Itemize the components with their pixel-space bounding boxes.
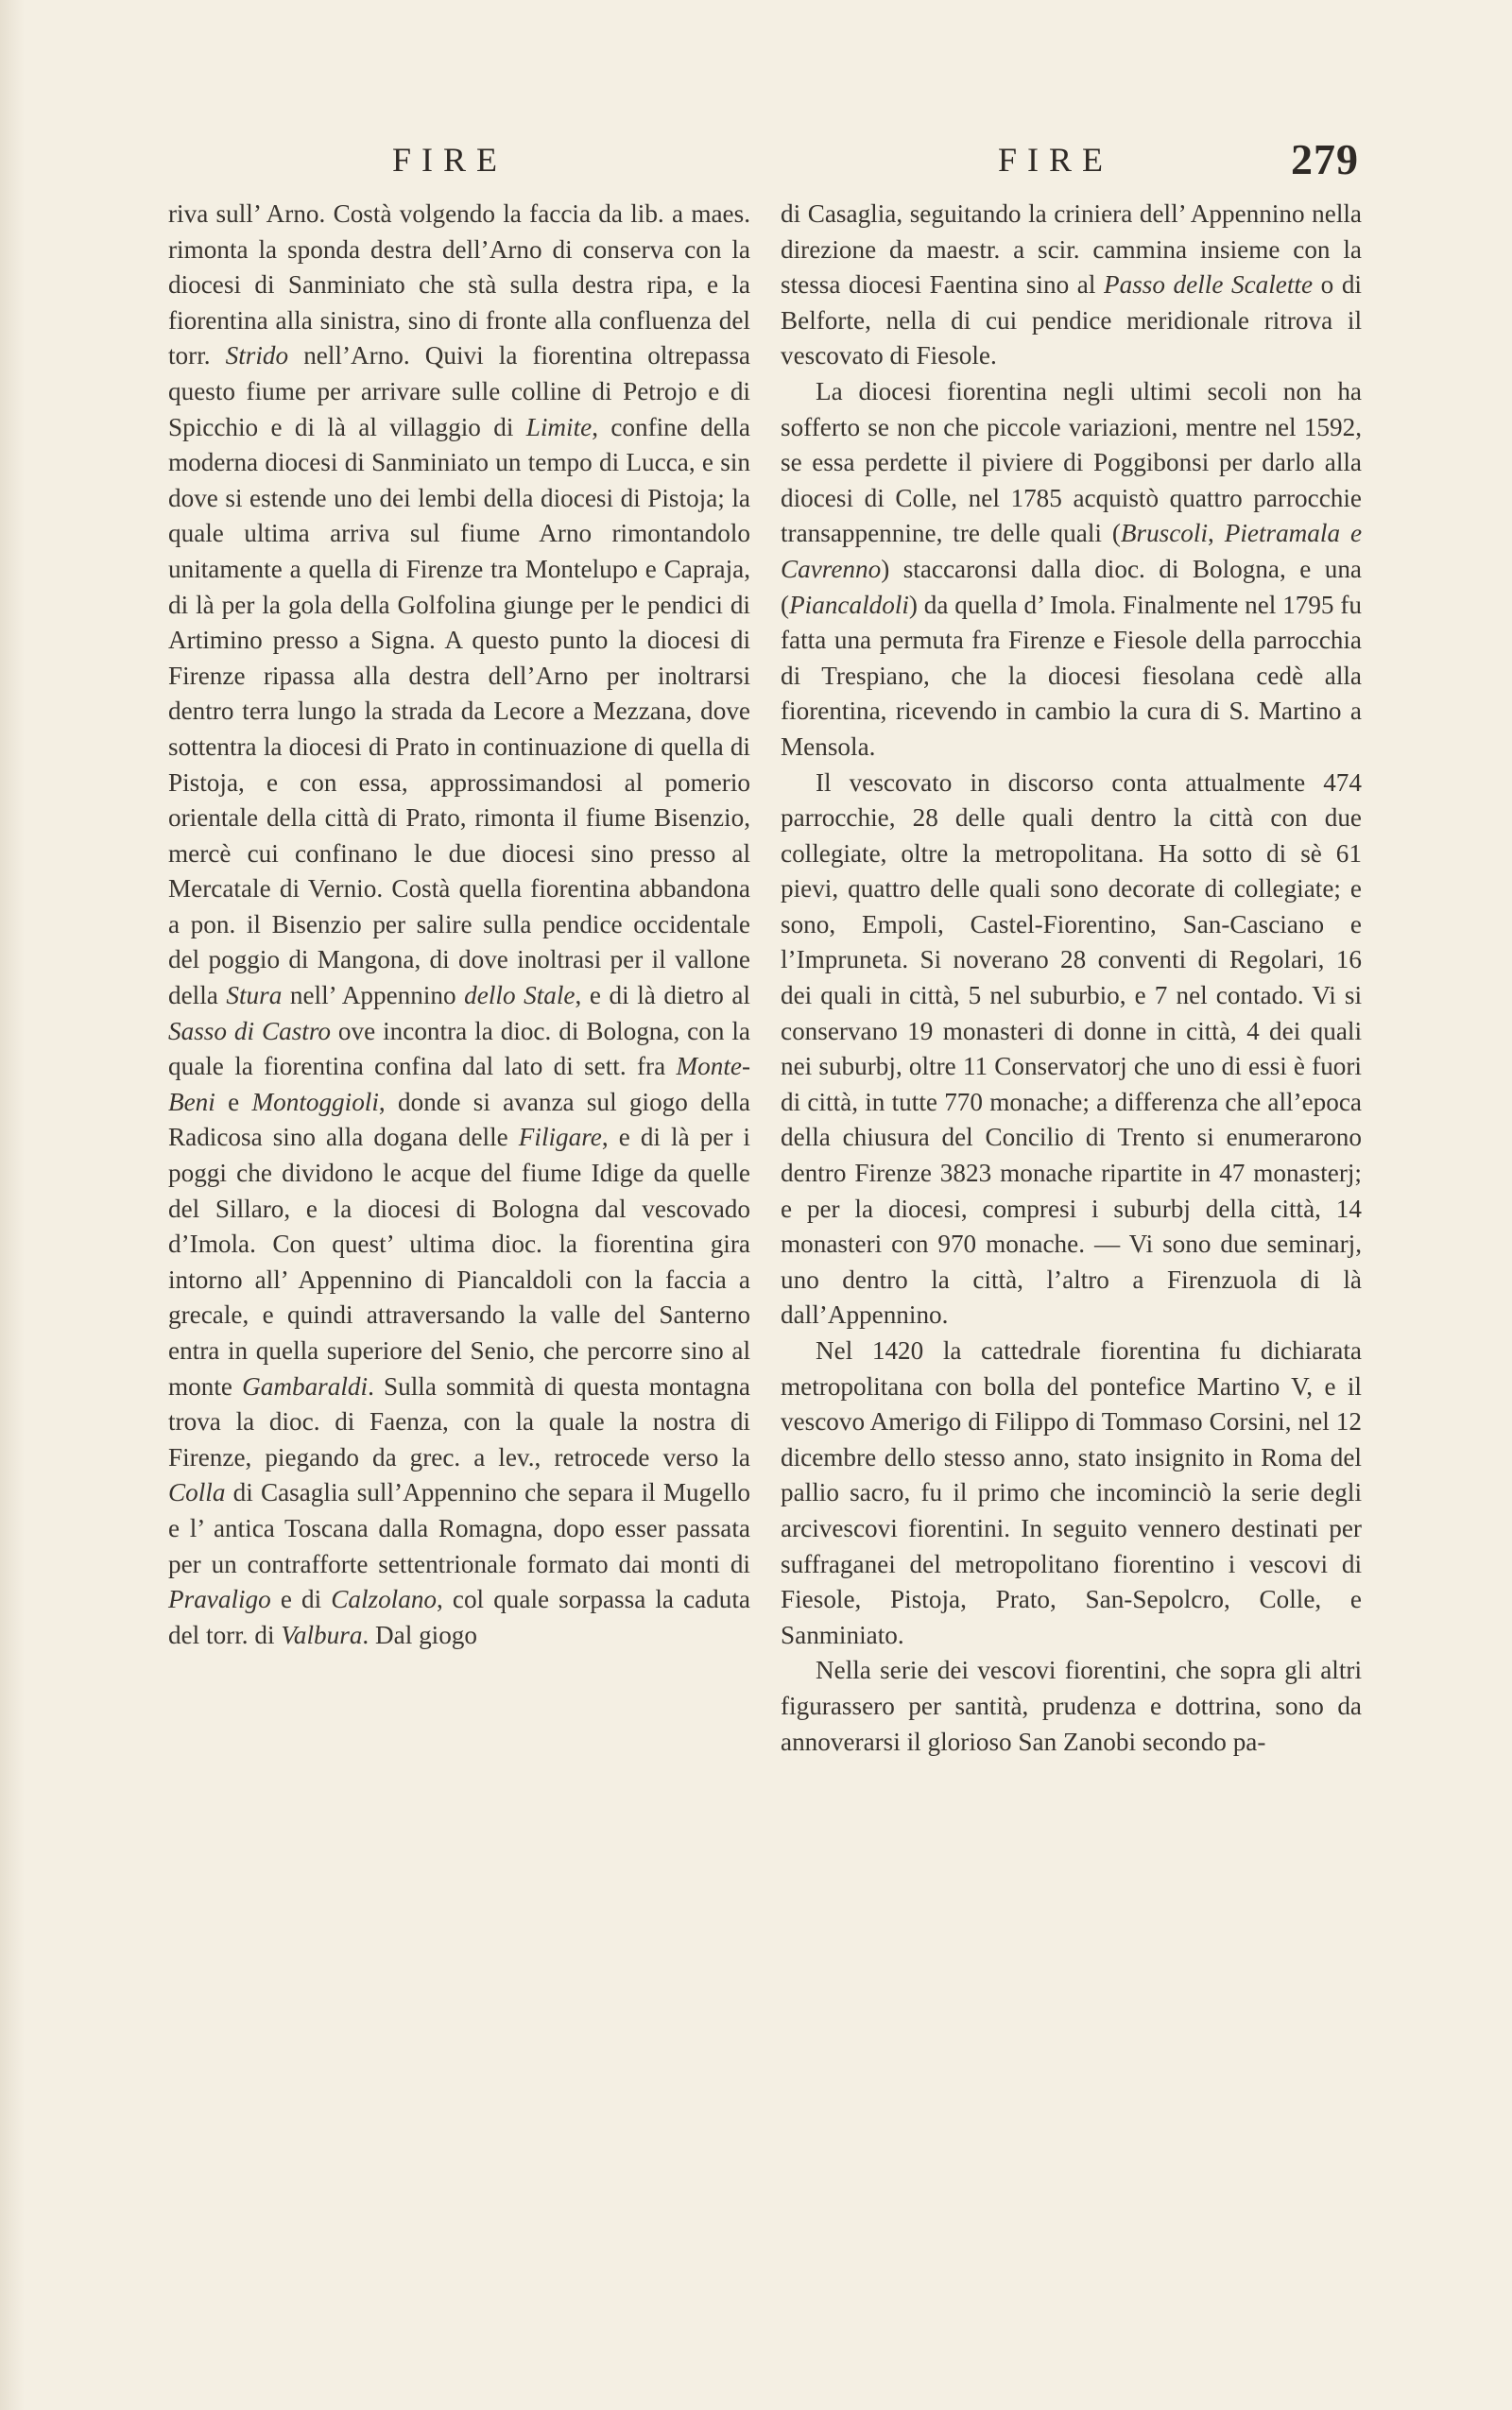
text-run: nell’ Appennino: [282, 981, 465, 1010]
italic-place-name: Sasso di Castro: [168, 1016, 331, 1045]
paragraph: [781, 1334, 1362, 1653]
italic-place-name: Passo delle Scalette: [1104, 270, 1314, 300]
paragraph: [781, 374, 1362, 766]
text-run: Nel 1420 la cattedrale fiorentina fu dichiarata metropolitana con bolla del pontefice Martino V, e il vescovo Amerigo di Filippo di Tommaso Corsini, nel 12 dicembre dello stesso anno, stato insignito in Roma del pallio sacro, fu il primo che incominciò la serie degli arcivescovi fiorentini. In seguito vennero destinati per suffraganei del metropolitano fiorentino i vescovi di Fiesole, Pistoja, Prato, San-Sepolcro, Colle, e Sanminiato.: [781, 1336, 1362, 1649]
text-run: nell’Arno. Quivi la fiorentina oltrepassa questo fiume per arrivare sulle colline di Petrojo e di Spicchio e di là al villaggio di: [168, 341, 750, 441]
italic-place-name: dello Stale: [464, 981, 576, 1010]
text-run: di Casaglia, seguitando la criniera dell’ Appennino nella direzione da maestr. a scir. cammina insieme con la stessa diocesi Faentina sino al: [781, 199, 1362, 300]
italic-place-name: Pravaligo: [168, 1585, 271, 1614]
text-run: Nella serie dei vescovi fiorentini, che sopra gli altri figurassero per santità, prudenza e dottrina, sono da annoverarsi il glorioso San Zanobi secondo pa-: [781, 1656, 1362, 1756]
paragraph: [168, 197, 750, 1653]
paragraph: [781, 766, 1362, 1334]
running-head-left: FIRE: [392, 141, 508, 179]
text-run: , col quale sorpassa la caduta del torr. di: [168, 1585, 750, 1649]
text-run: , donde si avanza sul giogo della Radicosa sino alla dogana delle: [168, 1087, 750, 1152]
text-run: o di Belforte, nella di cui pendice meridionale ritrova il vescovato di Fiesole.: [781, 270, 1362, 370]
left-text-column: [168, 197, 750, 1653]
text-run: , confine della moderna diocesi di Sanminiato un tempo di Lucca, e sin dove si estende uno dei lembi della diocesi di Pistoja; la quale ultima arriva sul fiume Arno rimontandolo unitamente a quella di Firenze tra Montelupo e Capraja, di là per la gola della Golfolina giunge per le pendici di Artimino presso a Signa. A questo punto la diocesi di Firenze ripassa alla destra dell’Arno per inoltrarsi dentro terra lungo la strada da Lecore a Mezzana, dove sottentra la diocesi di Prato in continuazione di quella di Pistoja, e con essa, approssimandosi al pomerio orientale della città di Prato, rimonta il fiume Bisenzio, mercè cui confinano le due diocesi sino presso al Mercatale di Vernio. Costà quella fiorentina abbandona a pon. il Bisenzio per salire sulla pendice occidentale del poggio di Mangona, di dove inoltrasi per il vallone della: [168, 412, 750, 1010]
running-head-right: FIRE: [998, 141, 1114, 179]
text-run: ove incontra la dioc. di Bologna, con la quale la fiorentina confina dal lato di sett. fra: [168, 1016, 750, 1081]
italic-place-name: Calzolano: [331, 1585, 438, 1614]
text-run: . Sulla sommità di questa montagna trova la dioc. di Faenza, con la quale la nostra di Firenze, piegando da grec. a lev., retrocede verso la: [168, 1371, 750, 1472]
text-run: La diocesi fiorentina negli ultimi secoli non ha sofferto se non che piccole variazioni, mentre nel 1592, se essa perdette il piviere di Poggibonsi per darlo alla diocesi di Colle, nel 1785 acquistò quattro parrocchie transappennine, tre delle quali (: [781, 376, 1362, 548]
italic-place-name: Monte-Beni: [168, 1052, 750, 1116]
italic-place-name: Valbura: [281, 1620, 363, 1649]
italic-place-name: Montoggioli: [251, 1087, 379, 1116]
page-binding-shadow: [0, 0, 25, 2410]
text-run: e: [215, 1087, 252, 1116]
text-run: Il vescovato in discorso conta attualmente 474 parrocchie, 28 delle quali dentro la città con due collegiate, oltre la metropolitana. Ha sotto di sè 61 pievi, quattro delle quali sono decorate di collegiate; e sono, Empoli, Castel-Fiorentino, San-Casciano e l’Impruneta. Si noverano 28 conventi di Regolari, 16 dei quali in città, 5 nel suburbio, e 7 nel contado. Vi si conservano 19 monasteri di donne in città, 4 dei quali nei suburbj, oltre 11 Conservatorj che uno di essi è fuori di città, in tutte 770 monache; a differenza che all’epoca della chiusura del Concilio di Trento si enumerarono dentro Firenze 3823 monache ripartite in 47 monasterj; e per la diocesi, compresi i suburbj della città, 14 monasteri con 970 monache. — Vi sono due seminarj, uno dentro la città, l’altro a Firenzuola di là dall’Appennino.: [781, 767, 1362, 1330]
paragraph: [781, 197, 1362, 374]
text-run: , e di là per i poggi che dividono le acque del fiume Idige da quelle del Sillaro, e la diocesi di Bologna dal vescovado d’Imola. Con quest’ ultima dioc. la fiorentina gira intorno all’ Appennino di Piancaldoli con la faccia a grecale, e quindi attraversando la valle del Santerno entra in quella superiore del Senio, che percorre sino al monte: [168, 1123, 750, 1401]
italic-place-name: Pietramala e Cavrenno: [781, 519, 1363, 583]
italic-place-name: Filigare: [518, 1123, 602, 1152]
text-run: , e di là dietro al: [575, 981, 750, 1010]
italic-place-name: Limite: [525, 412, 593, 441]
text-run: ,: [1208, 519, 1225, 548]
italic-place-name: Gambaraldi: [242, 1371, 369, 1401]
text-run: ) da quella d’ Imola. Finalmente nel 1795 fu fatta una permuta fra Firenze e Fiesole della parrocchia di Trespiano, che la diocesi fiesolana cedè alla fiorentina, ricevendo in cambio la cura di S. Martino a Mensola.: [781, 590, 1362, 761]
page-number: 279: [1291, 135, 1359, 183]
text-run: ) staccaronsi dalla dioc. di Bologna, e una (: [781, 554, 1362, 619]
text-run: riva sull’ Arno. Costà volgendo la faccia da lib. a maes. rimonta la sponda destra dell’Arno di conserva con la diocesi di Sanminiato che stà sulla destra ripa, e la fiorentina alla sinistra, sino di fronte alla confluenza del torr.: [168, 199, 750, 370]
italic-place-name: Piancaldoli: [789, 590, 909, 619]
italic-place-name: Stura: [226, 981, 283, 1010]
text-run: . Dal giogo: [362, 1620, 477, 1649]
paragraph: [781, 1653, 1362, 1760]
text-run: e di: [270, 1585, 332, 1614]
right-text-column: [781, 197, 1362, 1760]
text-run: di Casaglia sull’Appennino che separa il Mugello e l’ antica Toscana dalla Romagna, dopo esser passata per un contrafforte settentrionale formato dai monti di: [168, 1478, 750, 1578]
italic-place-name: Strido: [225, 341, 289, 370]
italic-place-name: Colla: [168, 1478, 226, 1507]
italic-place-name: Bruscoli: [1120, 519, 1209, 548]
